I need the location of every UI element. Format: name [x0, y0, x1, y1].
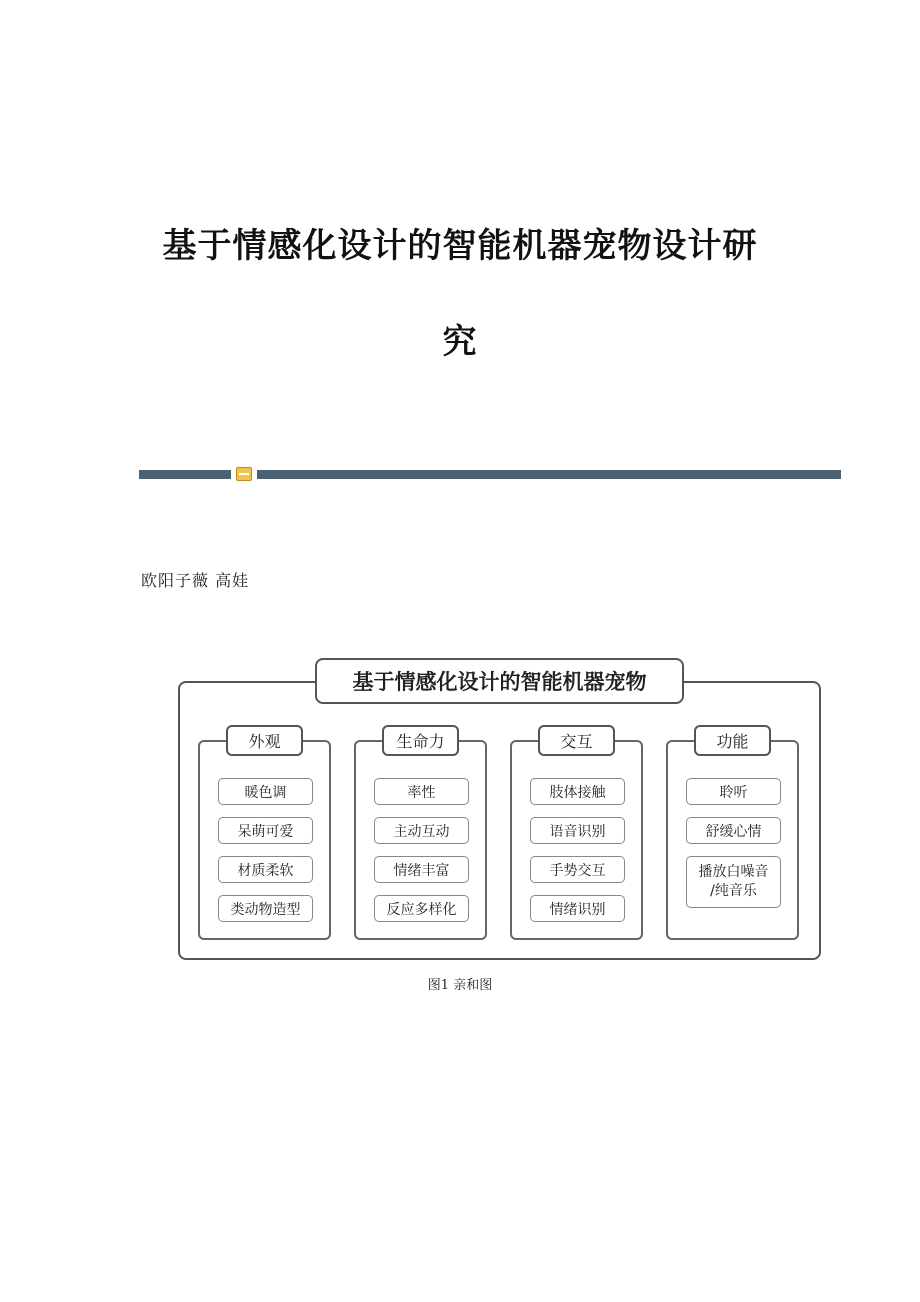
group-item: 情绪丰富 — [374, 856, 469, 883]
group-item: 反应多样化 — [374, 895, 469, 922]
group-item: 肢体接触 — [530, 778, 625, 805]
group-item: 主动互动 — [374, 817, 469, 844]
group-item: 材质柔软 — [218, 856, 313, 883]
diagram-group-appearance — [198, 732, 331, 940]
document-title-line-1: 基于情感化设计的智能机器宠物设计研 — [162, 226, 758, 266]
group-item-multiline — [686, 856, 781, 908]
group-item-line: 播放白噪音 — [698, 864, 769, 880]
group-item: 聆听 — [686, 778, 781, 805]
diagram-group-interaction — [510, 732, 643, 940]
diagram-group-vitality — [354, 732, 487, 940]
divider-bar-left — [139, 470, 231, 479]
group-item: 呆萌可爱 — [218, 817, 313, 844]
group-item: 情绪识别 — [530, 895, 625, 922]
group-item: 率性 — [374, 778, 469, 805]
group-item: 舒缓心情 — [686, 817, 781, 844]
diagram-main-title: 基于情感化设计的智能机器宠物 — [315, 658, 684, 704]
group-title: 生命力 — [382, 725, 459, 756]
affinity-diagram — [162, 634, 840, 968]
diagram-group-function — [666, 732, 799, 940]
group-item: 手势交互 — [530, 856, 625, 883]
group-title: 交互 — [538, 725, 615, 756]
group-item: 暖色调 — [218, 778, 313, 805]
document-title-line-2: 究 — [442, 322, 478, 362]
divider-badge-icon — [236, 467, 252, 481]
figure-caption: 图1 亲和图 — [427, 978, 493, 993]
group-item-line: /纯音乐 — [710, 883, 757, 899]
title-divider — [139, 470, 841, 479]
authors: 欧阳子薇 高娃 — [141, 571, 250, 590]
group-title: 功能 — [694, 725, 771, 756]
group-title: 外观 — [226, 725, 303, 756]
divider-bar-right — [257, 470, 841, 479]
group-item: 语音识别 — [530, 817, 625, 844]
group-item: 类动物造型 — [218, 895, 313, 922]
